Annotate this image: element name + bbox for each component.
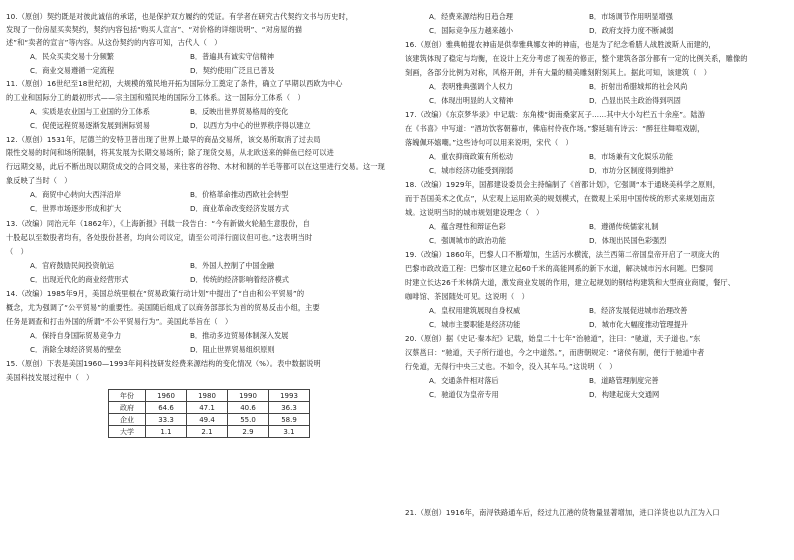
q18-line-3: 城。这说明当时的城市规划建设理念（ ）	[405, 208, 544, 217]
q20-option-d[interactable]: D．构建起庞大交通网	[589, 390, 660, 399]
q20-option-c[interactable]: C．驰道仅为皇帝专用	[429, 390, 499, 399]
table-cell: 33.3	[146, 414, 187, 426]
q10-option-b[interactable]: B．普遍具有诚实守信精神	[190, 52, 274, 61]
q21-line-1: 21.（原创）1916年，南浔铁路通车后，经过九江港的货物量显著增加，进口洋货也以九江为入口	[405, 508, 720, 517]
table-cell: 58.9	[269, 414, 310, 426]
q15-option-a[interactable]: A．经费来源结构日趋合理	[429, 12, 513, 21]
q19-line-4: 咖啡馆、茶园随处可见。这说明（ ）	[405, 292, 529, 301]
q16-line-1: 16.（原创）雅典帕提农神庙是供奉雅典娜女神的神庙，也是为了纪念希腊人战胜波斯人而建的，	[405, 40, 716, 49]
q14-line-2: 概念，尤为强调了“公平贸易”的重要性。美国随后组成了以商务部部长为首的贸易反击小组，主要	[6, 303, 320, 312]
q14-option-a[interactable]: A．保持自身国际贸易竞争力	[30, 331, 122, 340]
q18-line-1: 18.（改编）1929年，国都建设委员会主持编制了《首都计划》，它强调“本于通晓美科学之原则，	[405, 180, 720, 189]
q14-option-d[interactable]: D．阻止世界贸易组织原则	[190, 345, 275, 354]
q18-line-2: 而于吾国美术之优点”，从宏观上运用欧美的规划模式，在微观上采用中国传统的形式来规划南京	[405, 194, 715, 203]
q12-option-b[interactable]: B．价格革命推动西欧社会转型	[190, 190, 289, 199]
q11-line-1: 11.（原创）16世纪至18世纪初，大规模的殖民地开拓为国际分工奠定了条件，确立了早期以西欧为中心	[6, 79, 343, 88]
q19-line-3: 时建立长达26千米林荫大道，激发商业发展的作用，建立起规划的钢结构建筑和大型商业商厦，餐厅、	[405, 278, 736, 287]
q10-option-d[interactable]: D．契约使用广泛且已普及	[190, 66, 275, 75]
table-cell: 企业	[109, 414, 146, 426]
q11-line-2: 的工业和国际分工的最初形式——宗主国和殖民地的国际分工体系。这一国际分工体系（ ）	[6, 93, 305, 102]
q10-line-3: 述”和“卖者的宣言”等内容。从这份契约的内容可知，古代人（ ）	[6, 38, 222, 47]
table-cell: 47.1	[187, 402, 228, 414]
q16-option-d[interactable]: D．凸显出民主政治得到巩固	[589, 96, 681, 105]
table-cell: 2.1	[187, 426, 228, 438]
table-row	[109, 402, 310, 414]
q16-option-c[interactable]: C．体现出明显的人文精神	[429, 96, 514, 105]
table-cell: 49.4	[187, 414, 228, 426]
q20-option-b[interactable]: B．道路管理制度完善	[589, 376, 659, 385]
q18-option-a[interactable]: A．蕴含理性和辩证色彩	[429, 222, 506, 231]
q18-option-c[interactable]: C．强调城市的政治功能	[429, 236, 506, 245]
table-header-cell: 1960	[146, 390, 187, 402]
q10-option-c[interactable]: C．商业交易遵循一定流程	[30, 66, 115, 75]
table-cell: 55.0	[228, 414, 269, 426]
q16-line-3: 刻画，各部分比例为对称，风格开朗，并有大量的精美雕刻附刻其上。据此可知，该建筑（ ）	[405, 68, 712, 77]
q17-line-2: 在《书喜》中写道：“酒坊饮客朝暮市，佛庙村伶夜作场。”黎延瑞有诗云：“醉狂往舞喧戏剧，	[405, 124, 705, 133]
q17-line-1: 17.（改编）《东京梦华录》中记载：东角楼“街南桑家瓦子……其中大小勾栏五十余座”。陆游	[405, 110, 705, 119]
q19-option-a[interactable]: A．皇权用建筑展现自身权威	[429, 306, 521, 315]
q11-option-b[interactable]: B．反映出世界贸易格局的变化	[190, 107, 289, 116]
q17-line-3: 落魄佩环嬉嘲。”这些诗句可以用来说明，宋代（ ）	[405, 138, 573, 147]
q13-option-c[interactable]: C．出现近代化的商业经营形式	[30, 275, 129, 284]
q14-option-b[interactable]: B．推动多边贸易体制深入发展	[190, 331, 289, 340]
research-funding-table	[108, 389, 310, 438]
q15-option-c[interactable]: C．国际竞争压力越来越小	[429, 26, 514, 35]
q17-option-b[interactable]: B．市场兼有文化娱乐功能	[589, 152, 673, 161]
table-cell: 1.1	[146, 426, 187, 438]
table-header-cell: 1990	[228, 390, 269, 402]
q14-line-1: 14.（改编）1985年9月，美国总统里根在“贸易政策行动计划”中提出了“自由和公平贸易”的	[6, 289, 305, 298]
table-header-cell: 1980	[187, 390, 228, 402]
q12-option-c[interactable]: C．世界市场逐步形成和扩大	[30, 204, 122, 213]
q19-line-2: 巴黎市政改造工程：巴黎市区建立起60千米的高能网系的新下水道，解决城市污水问题。巴黎同	[405, 264, 714, 273]
q19-option-d[interactable]: D．城市化大幅度推动管理提升	[589, 320, 688, 329]
q13-option-d[interactable]: D．传统的经济影响着经济模式	[190, 275, 289, 284]
q19-option-b[interactable]: B．经济发展促进城市治理改善	[589, 306, 688, 315]
q12-line-2: 限性交易的时间和场所限制，将其发展为长期交易场所；除了现货交易，从北欧送来的鲜鱼已经可以进	[6, 148, 334, 157]
q18-option-d[interactable]: D．体现出民国色彩强烈	[589, 236, 667, 245]
table-header-row	[109, 390, 310, 402]
q10-option-a[interactable]: A．民众买卖交易十分频繁	[30, 52, 114, 61]
q10-line-2: 发现了一份房屋买卖契约，契约内容包括“购买人宣言”、“对价格的详细说明”、“对房屋的描	[6, 25, 303, 34]
q17-option-c[interactable]: C．城市经济功能受到削弱	[429, 166, 514, 175]
q11-option-d[interactable]: D．以西方为中心的世界秩序得以建立	[190, 121, 311, 130]
q16-option-b[interactable]: B．折射出希腊城邦的社会风尚	[589, 82, 688, 91]
q15-line-1: 15.（原创）下表是美国1960—1993年间科技研发经费来源结构的变化情况（%）。表中数据说明	[6, 359, 321, 368]
q10-line-1: 10.（原创）契约既是对彼此诚信的承诺，也是保护双方履约的凭证。有学者在研究古代契约文书与历史时，	[6, 12, 353, 21]
table-cell: 40.6	[228, 402, 269, 414]
q15-option-b[interactable]: B．市场调节作用明显增强	[589, 12, 673, 21]
table-cell: 64.6	[146, 402, 187, 414]
q13-option-a[interactable]: A．官府鼓励民间投资航运	[30, 261, 114, 270]
q13-line-2: 十股起以至数股者均有，各处股份甚者，均向公司议定，请至公司洋行面议但可也。”这表明当时	[6, 233, 313, 242]
q16-line-2: 该建筑体现了稳定与均衡，在设计上充分考虑了视差的修正，整个建筑各部分都有一定的比例关系，雕像的	[405, 54, 748, 63]
q13-line-3: （ ）	[6, 247, 28, 256]
q16-option-a[interactable]: A．表明雅典强调个人权力	[429, 82, 513, 91]
q20-line-1: 20.（原创）据《史记·秦本纪》记载，始皇二十七年“治驰道”，注曰：“驰道，天子道也。”东	[405, 334, 701, 343]
q20-line-2: 汉蔡邕曰：“驰道，天子所行道也，今之中道然。”，而唐朝规定：“诸侯有制，便行于驰道中者	[405, 348, 705, 357]
q17-option-a[interactable]: A．重农抑商政策有所松动	[429, 152, 513, 161]
q14-option-c[interactable]: C．消除全球经济贸易的壁垒	[30, 345, 122, 354]
q11-option-a[interactable]: A．实质是农业国与工业国的分工体系	[30, 107, 150, 116]
table-header-cell: 1993	[269, 390, 310, 402]
q13-line-1: 13.（改编）同治元年（1862年），《上海新报》刊载一段告白：“今有新做火轮船生意股份，自	[6, 219, 310, 228]
q12-option-d[interactable]: D．商业革命改变经济发展方式	[190, 204, 289, 213]
q12-option-a[interactable]: A．商贸中心转向大西洋沿岸	[30, 190, 122, 199]
table-cell: 3.1	[269, 426, 310, 438]
table-row	[109, 414, 310, 426]
table-cell: 大学	[109, 426, 146, 438]
q12-line-3: 行远期交易，此后不断出现以期货成交的合同交易，来往客的谷物、木材和制的羊毛等都可以在这里进行交易。这一现	[6, 162, 385, 171]
table-cell: 36.3	[269, 402, 310, 414]
q13-option-b[interactable]: B．外国人控制了中国金融	[190, 261, 274, 270]
q12-line-4: 象反映了当时（ ）	[6, 176, 72, 185]
q11-option-c[interactable]: C．促使远程贸易逐渐发展到洲际贸易	[30, 121, 151, 130]
q15-line-2: 美国科技发展过程中（ ）	[6, 373, 94, 382]
q19-option-c[interactable]: C．城市主要职能是经济功能	[429, 320, 521, 329]
q15-option-d[interactable]: D．政府支持力度不断减弱	[589, 26, 674, 35]
q18-option-b[interactable]: B．遵循传统儒家礼制	[589, 222, 659, 231]
table-cell: 2.9	[228, 426, 269, 438]
q19-line-1: 19.（改编）1860年，巴黎人口不断增加，生活污水横流，法兰西第二帝国皇帝开启了一项庞大的	[405, 250, 720, 259]
q12-line-1: 12.（原创）1531年，尼德兰的安特卫普出现了世界上最早的商品交易所，该交易所取消了过去局	[6, 135, 321, 144]
q20-line-3: 行免道，无得行中央三丈也。不如令，没入其车马。”这说明（ ）	[405, 362, 617, 371]
q14-line-3: 任务是调查和打击外国的所谓“不公平贸易行为”。美国此举旨在（ ）	[6, 317, 233, 326]
table-cell: 政府	[109, 402, 146, 414]
table-row	[109, 426, 310, 438]
q17-option-d[interactable]: D．市坊分区制度得到维护	[589, 166, 674, 175]
q20-option-a[interactable]: A．交通条件相对落后	[429, 376, 499, 385]
table-header-cell: 年份	[109, 390, 146, 402]
